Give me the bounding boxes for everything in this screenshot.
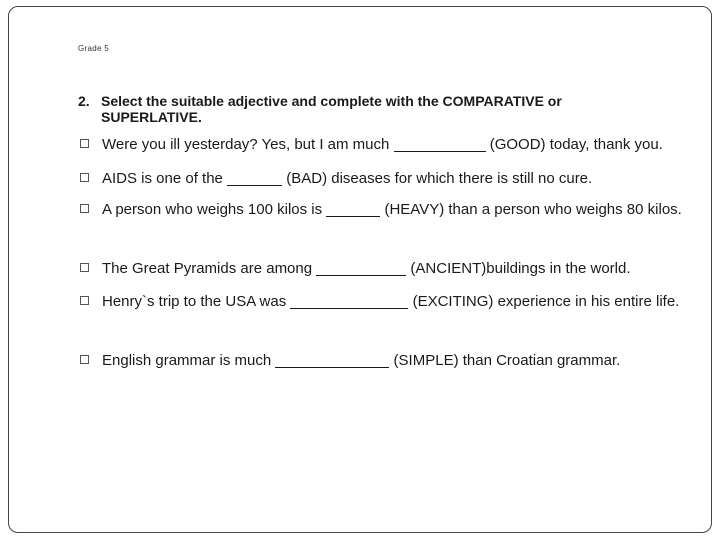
answer-blank[interactable] bbox=[316, 261, 406, 276]
grade-label: Grade 5 bbox=[78, 44, 110, 53]
exercise-item bbox=[80, 131, 690, 159]
sentence-end: (ANCIENT)buildings in the world. bbox=[406, 260, 631, 277]
exercise-item bbox=[80, 288, 690, 316]
answer-blank[interactable] bbox=[227, 171, 282, 186]
exercise-sentence bbox=[80, 288, 690, 316]
exercise-item bbox=[80, 255, 690, 283]
exercise-sentence bbox=[80, 196, 690, 224]
sentence-end: (HEAVY) than a person who weighs 80 kilos. bbox=[380, 201, 682, 218]
exercise-sentence bbox=[80, 347, 690, 375]
sentence-start: Were you ill yesterday? Yes, but I am much bbox=[102, 136, 394, 153]
answer-blank[interactable] bbox=[290, 294, 408, 309]
exercise-sentence bbox=[80, 131, 690, 159]
sentence-end: (SIMPLE) than Croatian grammar. bbox=[389, 352, 621, 369]
exercise-item bbox=[80, 165, 690, 193]
bullet-box-icon bbox=[80, 139, 89, 148]
sentence-end: (EXCITING) experience in his entire life. bbox=[408, 293, 680, 310]
sentence-start: A person who weighs 100 kilos is bbox=[102, 201, 327, 218]
sentence-start: The Great Pyramids are among bbox=[102, 260, 317, 277]
bullet-box-icon bbox=[80, 173, 89, 182]
bullet-box-icon bbox=[80, 355, 89, 364]
task-text: Select the suitable adjective and complete with the COMPARATIVE or SUPERLATIVE. bbox=[101, 93, 562, 125]
sentence-start: AIDS is one of the bbox=[102, 170, 228, 187]
answer-blank[interactable] bbox=[326, 202, 380, 217]
task-number: 2. bbox=[78, 93, 90, 109]
exercise-item bbox=[80, 196, 690, 224]
answer-blank[interactable] bbox=[275, 353, 389, 368]
bullet-box-icon bbox=[80, 263, 89, 272]
bullet-box-icon bbox=[80, 204, 89, 213]
sentence-start: Henry`s trip to the USA was bbox=[102, 293, 291, 310]
exercise-sentence bbox=[80, 165, 690, 193]
bullet-box-icon bbox=[80, 296, 89, 305]
answer-blank[interactable] bbox=[394, 137, 486, 152]
sentence-end: (GOOD) today, thank you. bbox=[485, 136, 663, 153]
sentence-end: (BAD) diseases for which there is still no cure. bbox=[282, 170, 593, 187]
exercise-item bbox=[80, 347, 690, 375]
task-instruction bbox=[78, 93, 638, 125]
sentence-start: English grammar is much bbox=[102, 352, 276, 369]
exercise-sentence bbox=[80, 255, 690, 283]
